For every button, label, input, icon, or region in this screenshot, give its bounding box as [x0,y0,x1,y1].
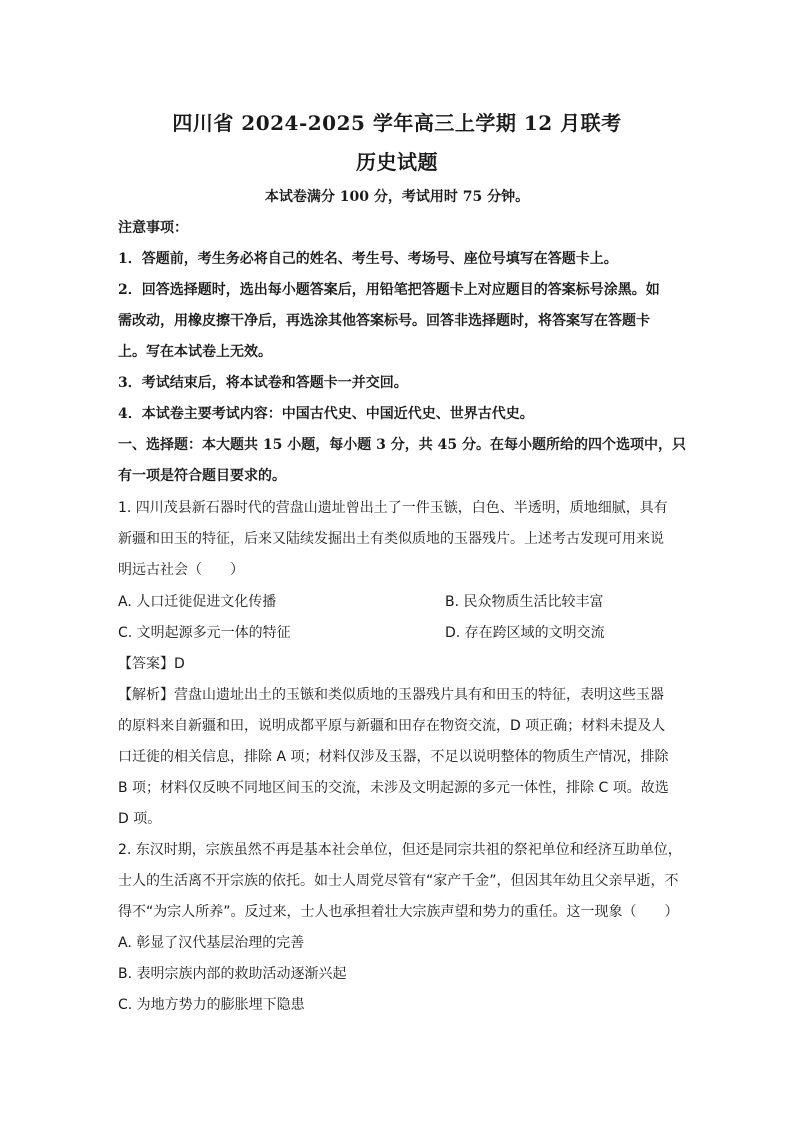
question-2-stem: 得不“为宗人所养”。反过来，士人也承担着壮大宗族声望和势力的重任。这一现象（ ） [118,904,679,920]
question-1-option-c: C. 文明起源多元一体的特征 [118,625,291,641]
section-heading: 有一项是符合题目要求的。 [118,468,286,484]
question-1-option-a: A. 人口迁徙促进文化传播 [118,594,277,610]
question-1-stem: 新疆和田玉的特征，后来又陆续发掘出土有类似质地的玉器残片。上述考古发现可用来说 [118,531,664,547]
question-1-answer: 【答案】D [118,656,185,672]
exam-title: 四川省 2024-2025 学年高三上学期 12 月联考 [172,111,622,135]
section-heading: 一、选择题：本大题共 15 小题，每小题 3 分，共 45 分。在每小题所给的四个选项中，只 [118,437,686,453]
exam-info: 本试卷满分 100 分，考试用时 75 分钟。 [264,189,530,205]
note-line: 上。写在本试卷上无效。 [118,344,272,360]
question-2-option-a: A. 彰显了汉代基层治理的完善 [118,935,305,951]
notes-heading: 注意事项： [118,220,188,236]
question-1-analysis: B 项；材料仅反映不同地区间玉的交流，未涉及文明起源的多元一体性，排除 C 项。故选 [118,780,669,796]
question-1-analysis: 口迁徙的相关信息，排除 A 项；材料仅涉及玉器，不足以说明整体的物质生产情况，排除 [118,749,669,765]
question-1-stem: 1. 四川茂县新石器时代的营盘山遗址曾出土了一件玉镞，白色、半透明，质地细腻，具有 [118,500,668,516]
question-2-stem: 士人的生活离不开宗族的依托。如士人周党尽管有“家产千金”，但因其年幼且父亲早逝，不 [118,873,679,889]
note-line: 需改动，用橡皮擦干净后，再选涂其他答案标号。回答非选择题时，将答案写在答题卡 [118,313,650,329]
question-1-option-d: D. 存在跨区域的文明交流 [445,625,605,641]
subject-title: 历史试题 [356,150,438,174]
note-line: 1．答题前，考生务必将自己的姓名、考生号、考场号、座位号填写在答题卡上。 [118,251,618,267]
question-1-option-b: B. 民众物质生活比较丰富 [445,594,604,610]
question-2-stem: 2. 东汉时期，宗族虽然不再是基本社会单位，但还是同宗共祖的祭祀单位和经济互助单位， [118,842,682,858]
question-1-analysis: 【解析】营盘山遗址出土的玉镞和类似质地的玉器残片具有和田玉的特征，表明这些玉器 [118,687,664,703]
question-1-stem: 明远古社会（ ） [118,562,244,578]
note-line: 3．考试结束后，将本试卷和答题卡一并交回。 [118,375,408,391]
question-1-analysis: 的原料来自新疆和田，说明成都平原与新疆和田存在物资交流，D 项正确；材料未提及人 [118,718,666,734]
note-line: 2．回答选择题时，选出每小题答案后，用铅笔把答题卡上对应题目的答案标号涂黑。如 [118,282,660,298]
question-2-option-b: B. 表明宗族内部的救助活动逐渐兴起 [118,966,347,982]
note-line: 4．本试卷主要考试内容：中国古代史、中国近代史、世界古代史。 [118,406,534,422]
question-2-option-c: C. 为地方势力的膨胀埋下隐患 [118,997,305,1013]
question-1-analysis: D 项。 [118,811,162,827]
